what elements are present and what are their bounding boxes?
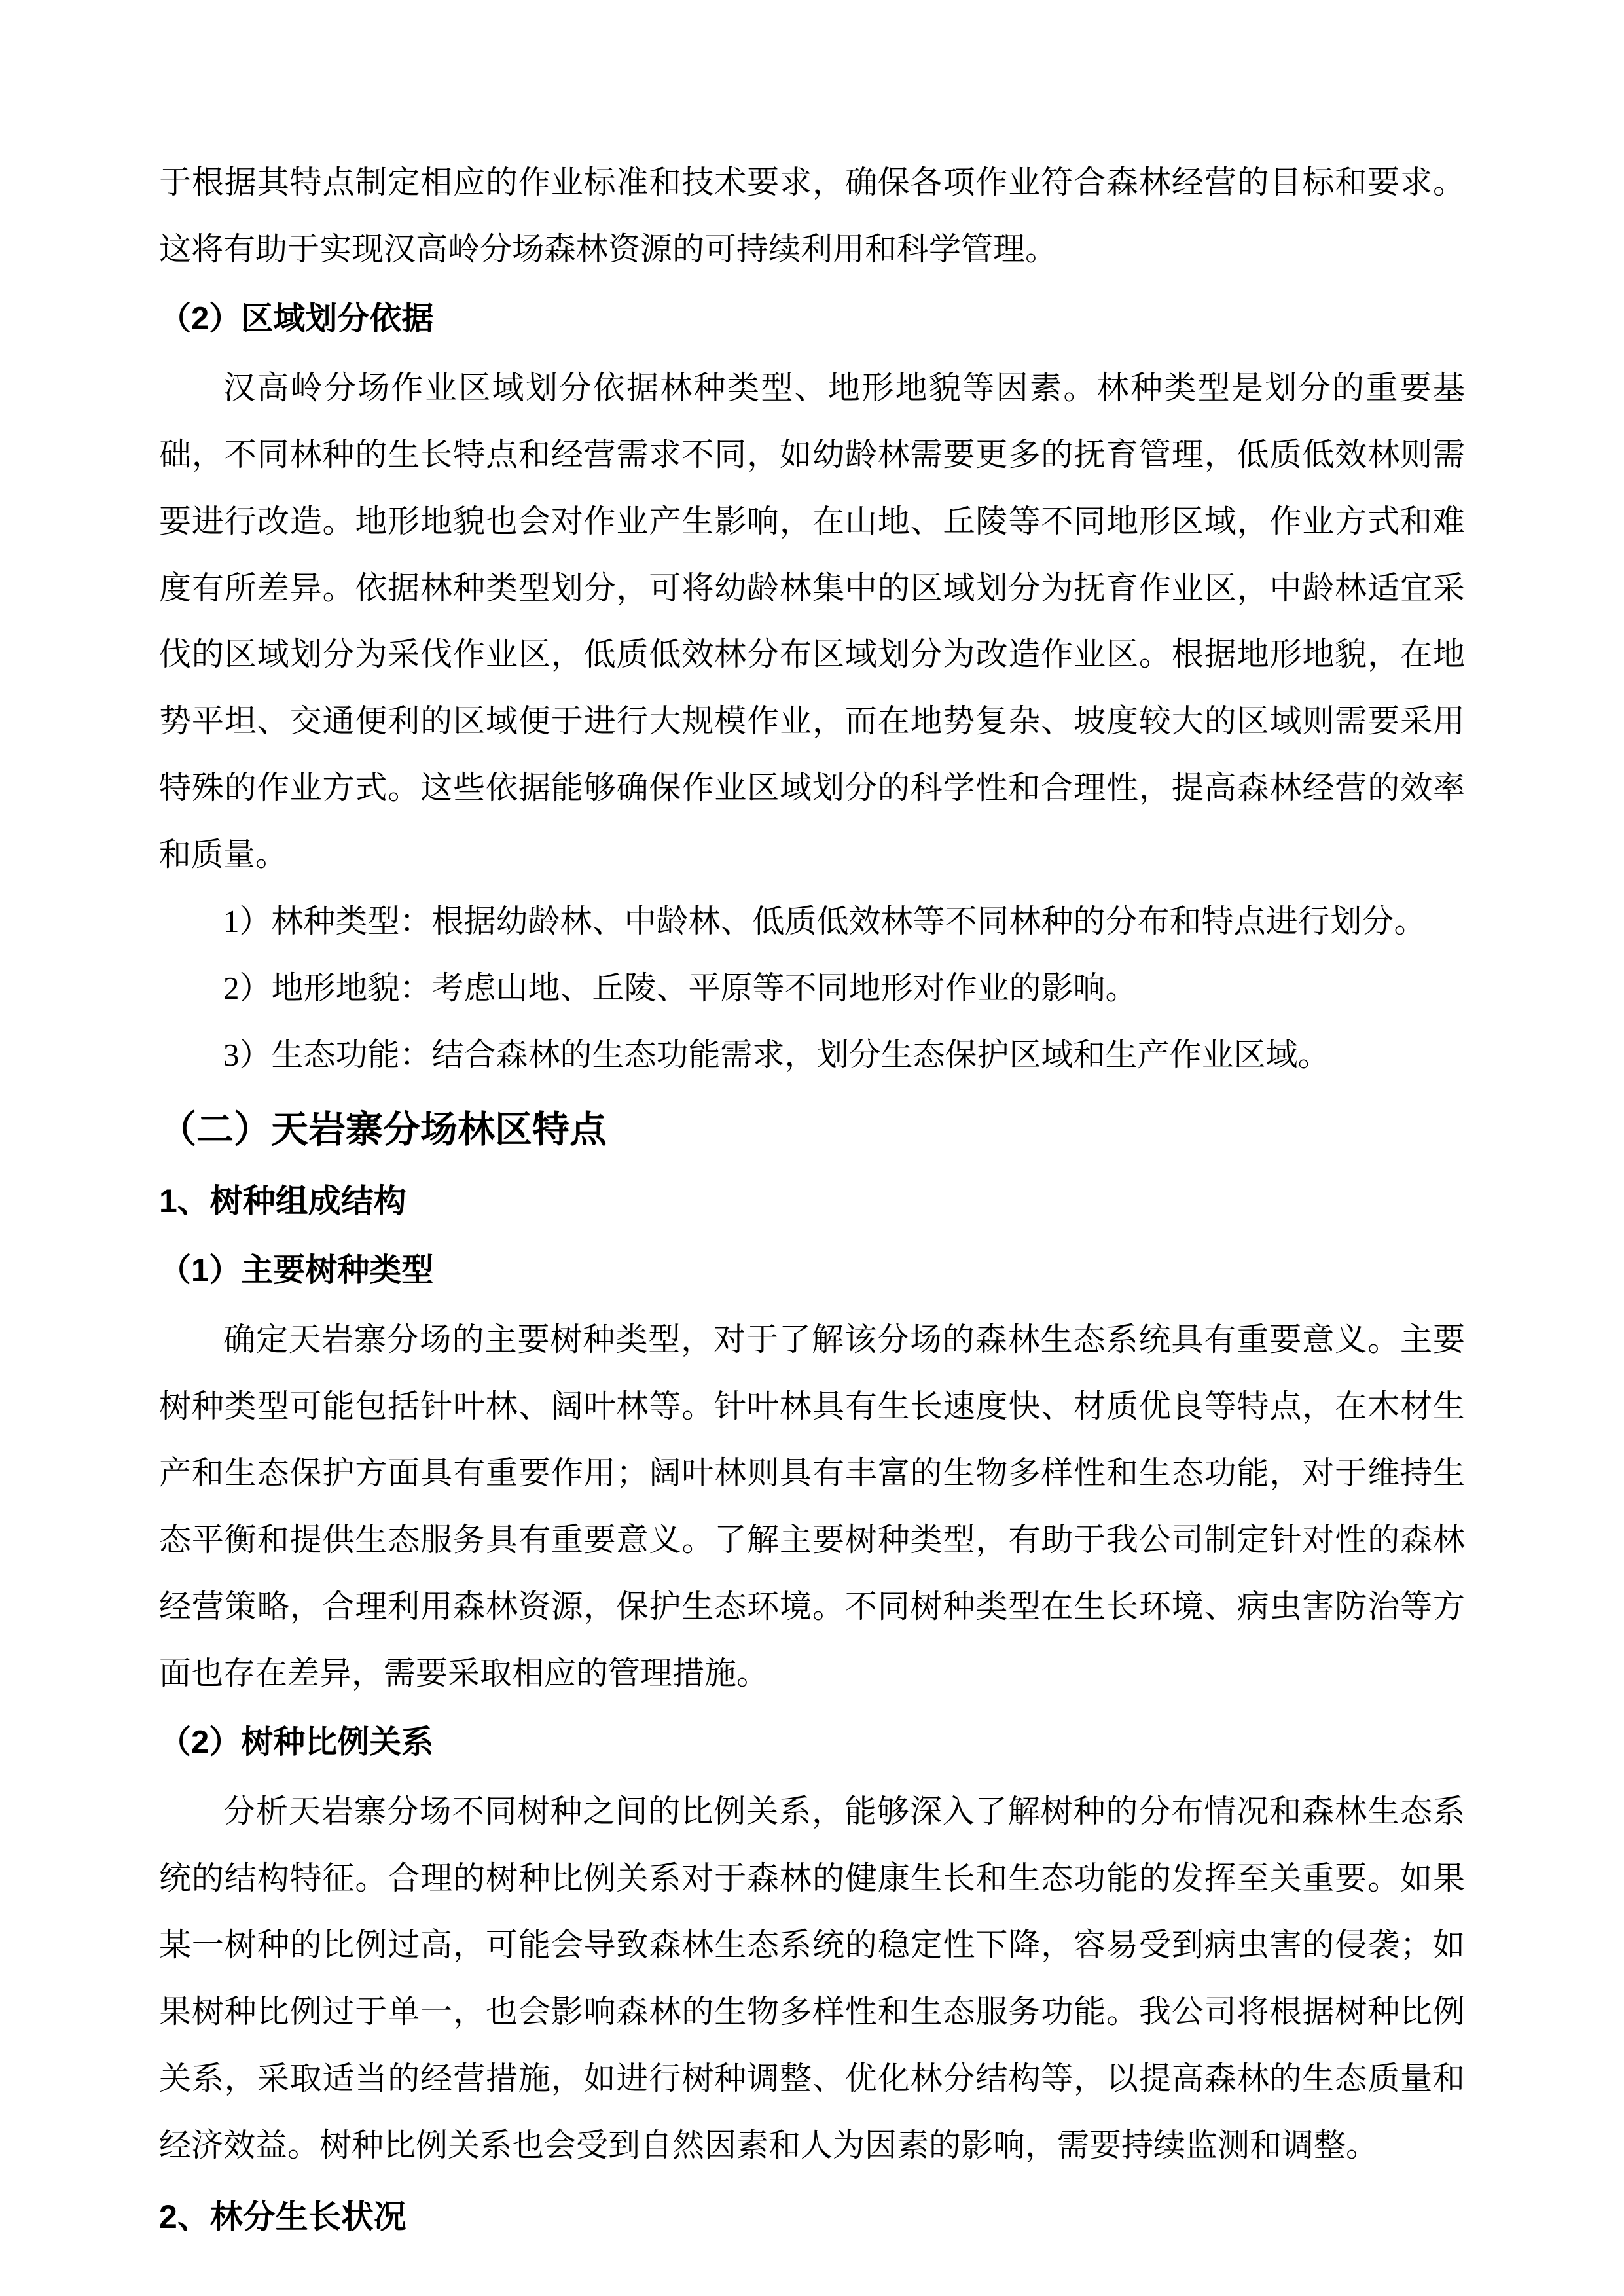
heading-main-tree-species: （1）主要树种类型 (159, 1253, 434, 1289)
list-item-forest-type: 1）林种类型：根据幼龄林、中龄林、低质低效林等不同林种的分布和特点进行划分。 (223, 903, 1426, 940)
heading-region-division-basis: （2）区域划分依据 (159, 300, 434, 336)
heading-tree-species-structure: 1、树种组成结构 (159, 1182, 406, 1219)
paragraph-species-ratio: 分析天岩寨分场不同树种之间的比例关系，能够深入了解树种的分布情况和森林生态系统的结构特征。合理的树种比例关系对于森林的健康生长和生态功能的发挥至关重要。如果某一树种的比例过高，可能会导致森林生态系统的稳定性下降，容易受到病虫害的侵袭；如果树种比例过于单一，也会影响森林的生物多样性和生态服务功能。我公司将根据树种比例关系，采取适当的经营措施，如进行树种调整、优化林分结构等，以提高森林的生态质量和经济效益。树种比例关系也会受到自然因素和人为因素的影响，需要持续监测和调整。 (159, 1793, 1465, 2163)
heading-species-ratio: （2）树种比例关系 (159, 1725, 434, 1761)
paragraph-continuation-top: 于根据其特点制定相应的作业标准和技术要求，确保各项作业符合森林经营的目标和要求。这将有助于实现汉高岭分场森林资源的可持续利用和科学管理。 (159, 164, 1465, 267)
heading-stand-growth-status: 2、林分生长状况 (159, 2198, 406, 2235)
list-item-terrain: 2）地形地貌：考虑山地、丘陵、平原等不同地形对作业的影响。 (223, 969, 1138, 1006)
paragraph-main-tree-species: 确定天岩寨分场的主要树种类型，对于了解该分场的森林生态系统具有重要意义。主要树种类型可能包括针叶林、阔叶林等。针叶林具有生长速度快、材质优良等特点，在木材生产和生态保护方面具有重要作用；阔叶林则具有丰富的生物多样性和生态功能，对于维持生态平衡和提供生态服务具有重要意义。了解主要树种类型，有助于我公司制定针对性的森林经营策略，合理利用森林资源，保护生态环境。不同树种类型在生长环境、病虫害防治等方面也存在差异，需要采取相应的管理措施。 (159, 1321, 1465, 1691)
heading-tianyanzhai-section: （二）天岩寨分场林区特点 (159, 1108, 607, 1151)
paragraph-region-division: 汉高岭分场作业区域划分依据林种类型、地形地貌等因素。林种类型是划分的重要基础，不同林种的生长特点和经营需求不同，如幼龄林需要更多的抚育管理，低质低效林则需要进行改造。地形地貌也会对作业产生影响，在山地、丘陵等不同地形区域，作业方式和难度有所差异。依据林种类型划分，可将幼龄林集中的区域划分为抚育作业区，中龄林适宜采伐的区域划分为采伐作业区，低质低效林分布区域划分为改造作业区。根据地形地貌，在地势平坦、交通便利的区域便于进行大规模作业，而在地势复杂、坡度较大的区域则需要采用特殊的作业方式。这些依据能够确保作业区域划分的科学性和合理性，提高森林经营的效率和质量。 (159, 369, 1465, 873)
list-item-ecological-function: 3）生态功能：结合森林的生态功能需求，划分生态保护区域和生产作业区域。 (223, 1036, 1330, 1073)
